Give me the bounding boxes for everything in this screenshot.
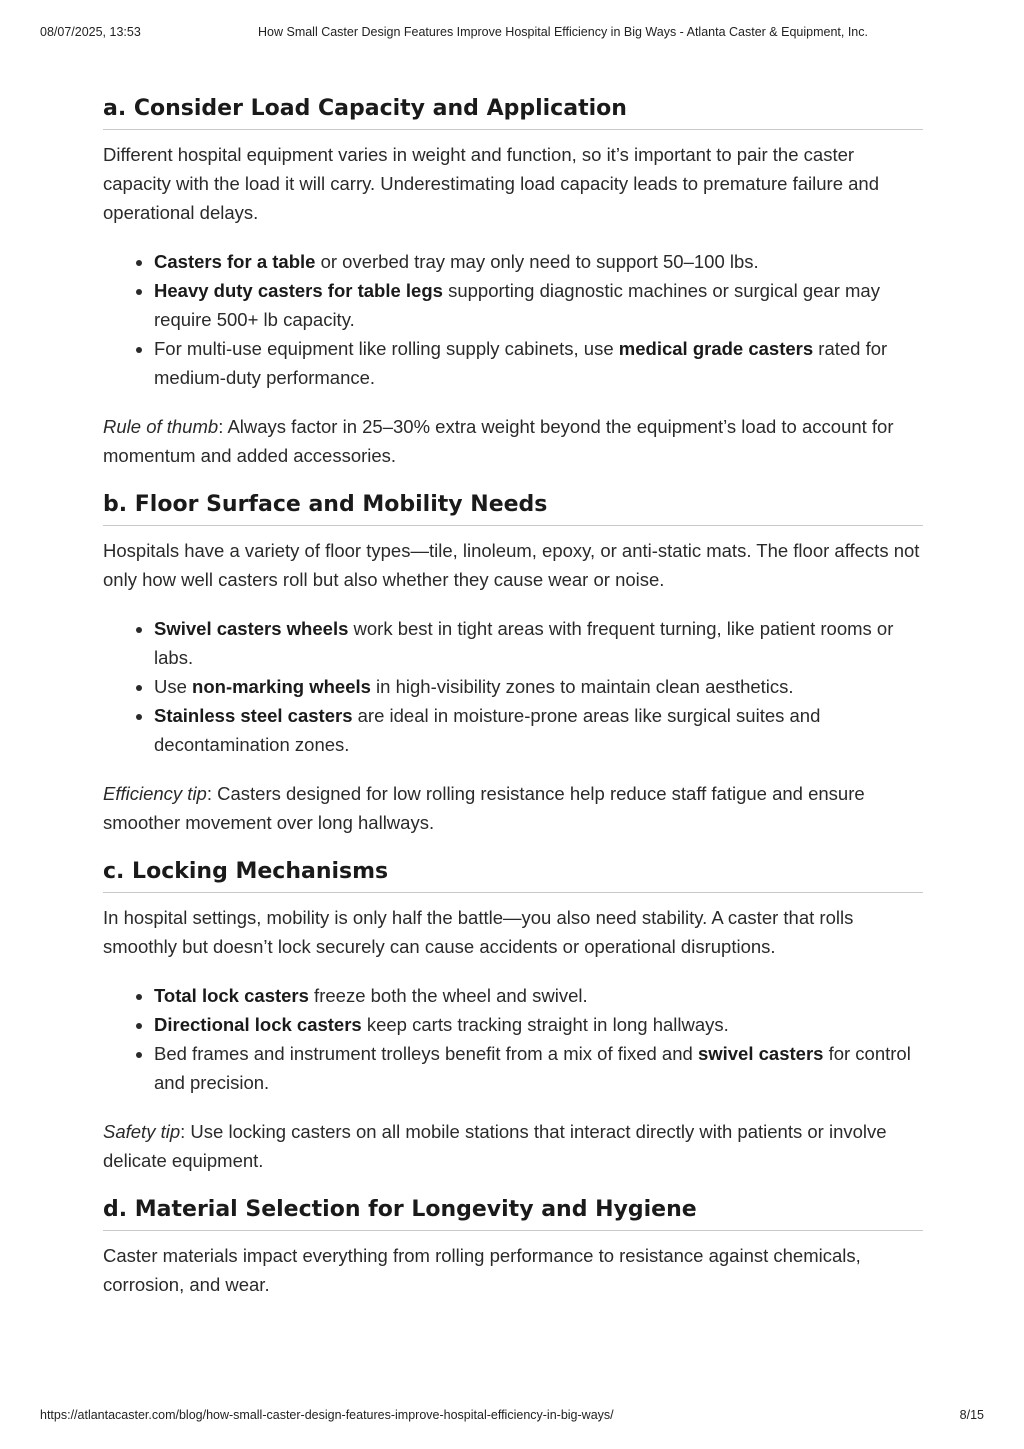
bold-term: Directional lock casters — [154, 1014, 362, 1035]
print-footer — [40, 1408, 984, 1426]
tip-label: Safety tip — [103, 1121, 181, 1142]
section-heading: d. Material Selection for Longevity and Hygiene — [103, 1195, 923, 1231]
section-floor-surface — [103, 490, 923, 837]
bold-term: non-marking wheels — [192, 676, 371, 697]
section-intro: Different hospital equipment varies in weight and function, so it’s important to pair the caster capacity with the load it will carry. Underestimating load capacity leads to premature failure and operational delays. — [103, 144, 880, 223]
list-item: • Heavy duty casters for table legs supporting diagnostic machines or surgical gear may require 500+ lb capacity. — [154, 276, 923, 334]
section-intro: Hospitals have a variety of floor types—tile, linoleum, epoxy, or anti-static mats. The floor affects not only how well casters roll but also whether they cause wear or noise. — [103, 540, 920, 590]
list-item: • Stainless steel casters are ideal in moisture-prone areas like surgical suites and decontamination zones. — [154, 701, 923, 759]
bullet-list — [103, 614, 923, 759]
bold-term: Heavy duty casters for table legs — [154, 280, 443, 301]
bold-term: medical grade casters — [618, 338, 814, 359]
list-item: • Directional lock casters keep carts tracking straight in long hallways. — [154, 1010, 923, 1039]
section-intro: Caster materials impact everything from rolling performance to resistance against chemicals, corrosion, and wear. — [103, 1245, 861, 1295]
section-load-capacity — [103, 94, 923, 470]
page-number: 8/15 — [959, 1408, 984, 1422]
section-intro: In hospital settings, mobility is only half the battle—you also need stability. A caster that rolls smoothly but doesn’t lock securely can cause accidents or operational disruptions. — [103, 907, 854, 957]
list-item: • Bed frames and instrument trolleys benefit from a mix of fixed and swivel casters for control and precision. — [154, 1039, 923, 1097]
tip-label: Efficiency tip — [103, 783, 207, 804]
list-item: • Use non-marking wheels in high-visibility zones to maintain clean aesthetics. — [154, 672, 923, 701]
section-tip: Efficiency tip: Casters designed for low rolling resistance help reduce staff fatigue and ensure smoother movement over long hallways. — [103, 783, 865, 833]
bullet-list — [103, 247, 923, 392]
section-material-selection — [103, 1195, 923, 1299]
list-item: • Casters for a table or overbed tray may only need to support 50–100 lbs. — [154, 247, 923, 276]
bold-term: Total lock casters — [154, 985, 309, 1006]
bold-term: Stainless steel casters — [154, 705, 353, 726]
section-heading: b. Floor Surface and Mobility Needs — [103, 490, 923, 526]
section-tip: Rule of thumb: Always factor in 25–30% extra weight beyond the equipment’s load to account for momentum and added accessories. — [103, 416, 894, 466]
section-tip: Safety tip: Use locking casters on all mobile stations that interact directly with patients or involve delicate equipment. — [103, 1121, 887, 1171]
list-item: • Swivel casters wheels work best in tight areas with frequent turning, like patient rooms or labs. — [154, 614, 923, 672]
bold-term: Swivel casters wheels — [154, 618, 349, 639]
print-datetime: 08/07/2025, 13:53 — [40, 25, 141, 39]
bold-term: swivel casters — [697, 1043, 824, 1064]
bold-term: Casters for a table — [154, 251, 316, 272]
list-item: • Total lock casters freeze both the wheel and swivel. — [154, 981, 923, 1010]
print-header — [40, 25, 984, 43]
section-locking-mechanisms — [103, 857, 923, 1175]
section-heading: a. Consider Load Capacity and Application — [103, 94, 923, 130]
bullet-list — [103, 981, 923, 1097]
tip-label: Rule of thumb — [103, 416, 219, 437]
section-heading: c. Locking Mechanisms — [103, 857, 923, 893]
list-item: • For multi-use equipment like rolling supply cabinets, use medical grade casters rated for medium-duty performance. — [154, 334, 923, 392]
print-page-title: How Small Caster Design Features Improve Hospital Efficiency in Big Ways - Atlanta Caster & Equipment, Inc. — [258, 25, 868, 39]
article-content — [103, 94, 923, 1299]
page-url: https://atlantacaster.com/blog/how-small-caster-design-features-improve-hospital-efficiency-in-big-ways/ — [40, 1408, 614, 1422]
